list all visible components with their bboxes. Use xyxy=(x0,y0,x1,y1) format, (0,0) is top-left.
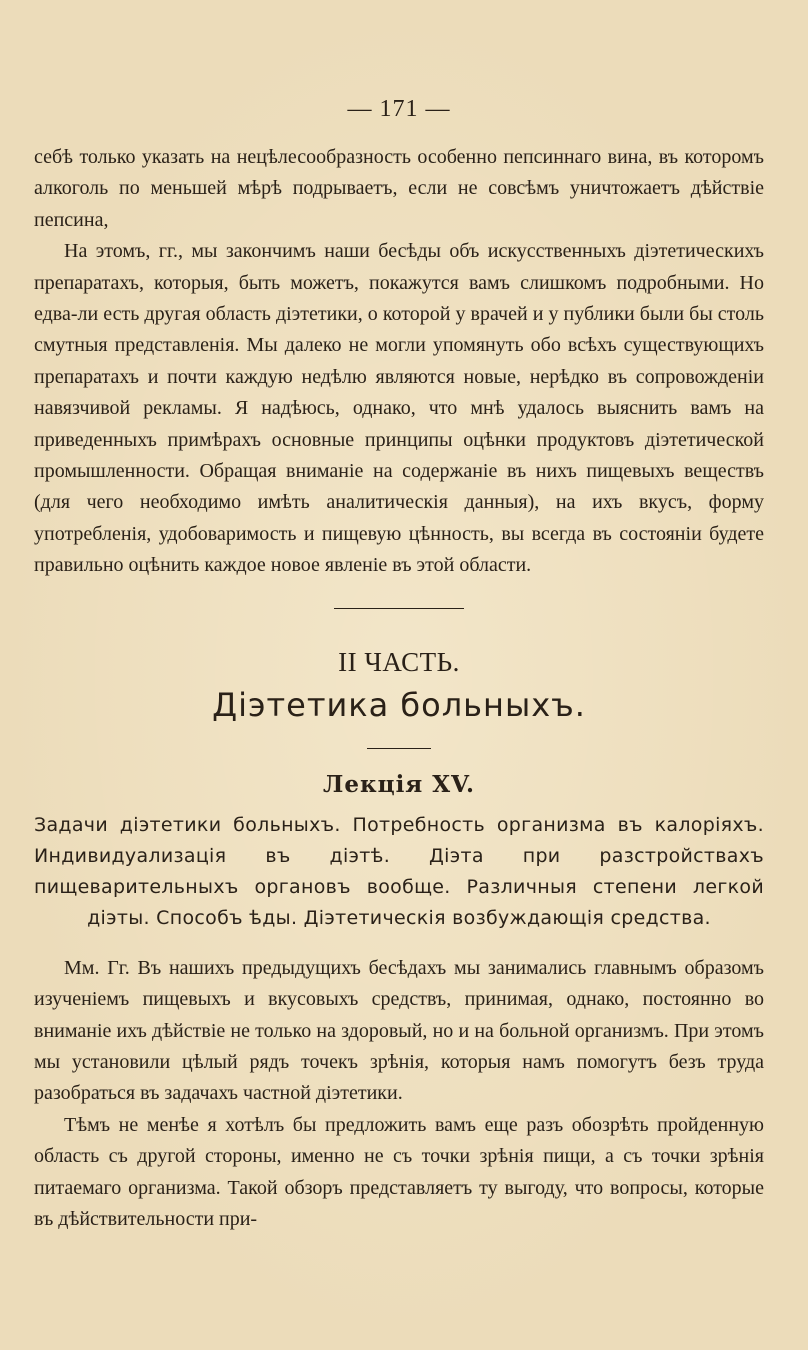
paragraph-conclusion: На этомъ, гг., мы закончимъ наши бесѣды объ искусственныхъ діэтетическихъ препаратахъ, которыя, быть можетъ, покажутся вамъ слишкомъ подробными. Но едва-ли есть другая область діэтетики, о которой у врачей и у публики были бы столь смутныя представленія. Мы далеко не могли упомянуть обо всѣхъ существующихъ препаратахъ и почти каждую недѣлю являются новые, нерѣдко въ сопровожденіи навязчивой рекламы. Я надѣюсь, однако, что мнѣ удалось выяснить вамъ на приведенныхъ примѣрахъ основные принципы оцѣнки продуктовъ діэтетической промышленности. Обращая вниманіе на содержаніе въ нихъ пищевыхъ веществъ (для чего необходимо имѣть аналитическія данныя), на ихъ вкусъ, форму употребленія, удобоваримость и пищевую цѣнность, вы всегда въ состояніи будете правильно оцѣнить каждое новое явленіе въ этой области. xyxy=(34,240,764,577)
paragraph-intro: Мм. Гг. Въ нашихъ предыдущихъ бесѣдахъ мы занимались главнымъ образомъ изученіемъ пищевыхъ и вкусовыхъ средствъ, принимая, однако, постоянно во вниманіе ихъ дѣйствіе не только на здоровый, но и на больной организмъ. При этомъ мы установили цѣлый рядъ точекъ зрѣнія, которыя намъ помогутъ безъ труда разобраться въ задачахъ частной діэтетики. xyxy=(34,956,764,1105)
part-label: II ЧАСТЬ. xyxy=(338,646,460,677)
page-number: — 171 — xyxy=(347,96,451,122)
paragraph-continued: себѣ только указать на нецѣлесообразность особенно пепсиннаго вина, въ которомъ алкоголь по меньшей мѣрѣ подрываетъ, если не совсѣмъ уничтожаетъ дѣйствіе пепсина, xyxy=(34,146,764,231)
section-divider xyxy=(334,608,464,609)
lecture-summary: Задачи діэтетики больныхъ. Потребность организма въ калоріяхъ. Индивидуализація въ діэтѣ. Діэта при разстройствахъ пищеварительныхъ органовъ вообще. Различныя степени легкой діэты. Способъ ѣды. Діэтетическія возбуждающія средства. xyxy=(34,813,764,929)
title-divider xyxy=(367,748,431,749)
part-title: Діэтетика больныхъ. xyxy=(212,685,586,724)
paragraph-overview: Тѣмъ не менѣе я хотѣлъ бы предложить вамъ еще разъ обозрѣть пройденную область съ другой стороны, именно не съ точки зрѣнія пищи, а съ точки зрѣнія питаемаго организма. Такой обзоръ представляетъ ту выгоду, что вопросы, которые въ дѣйствительности при- xyxy=(34,1113,764,1230)
lecture-title: Лекція XV. xyxy=(323,770,475,798)
